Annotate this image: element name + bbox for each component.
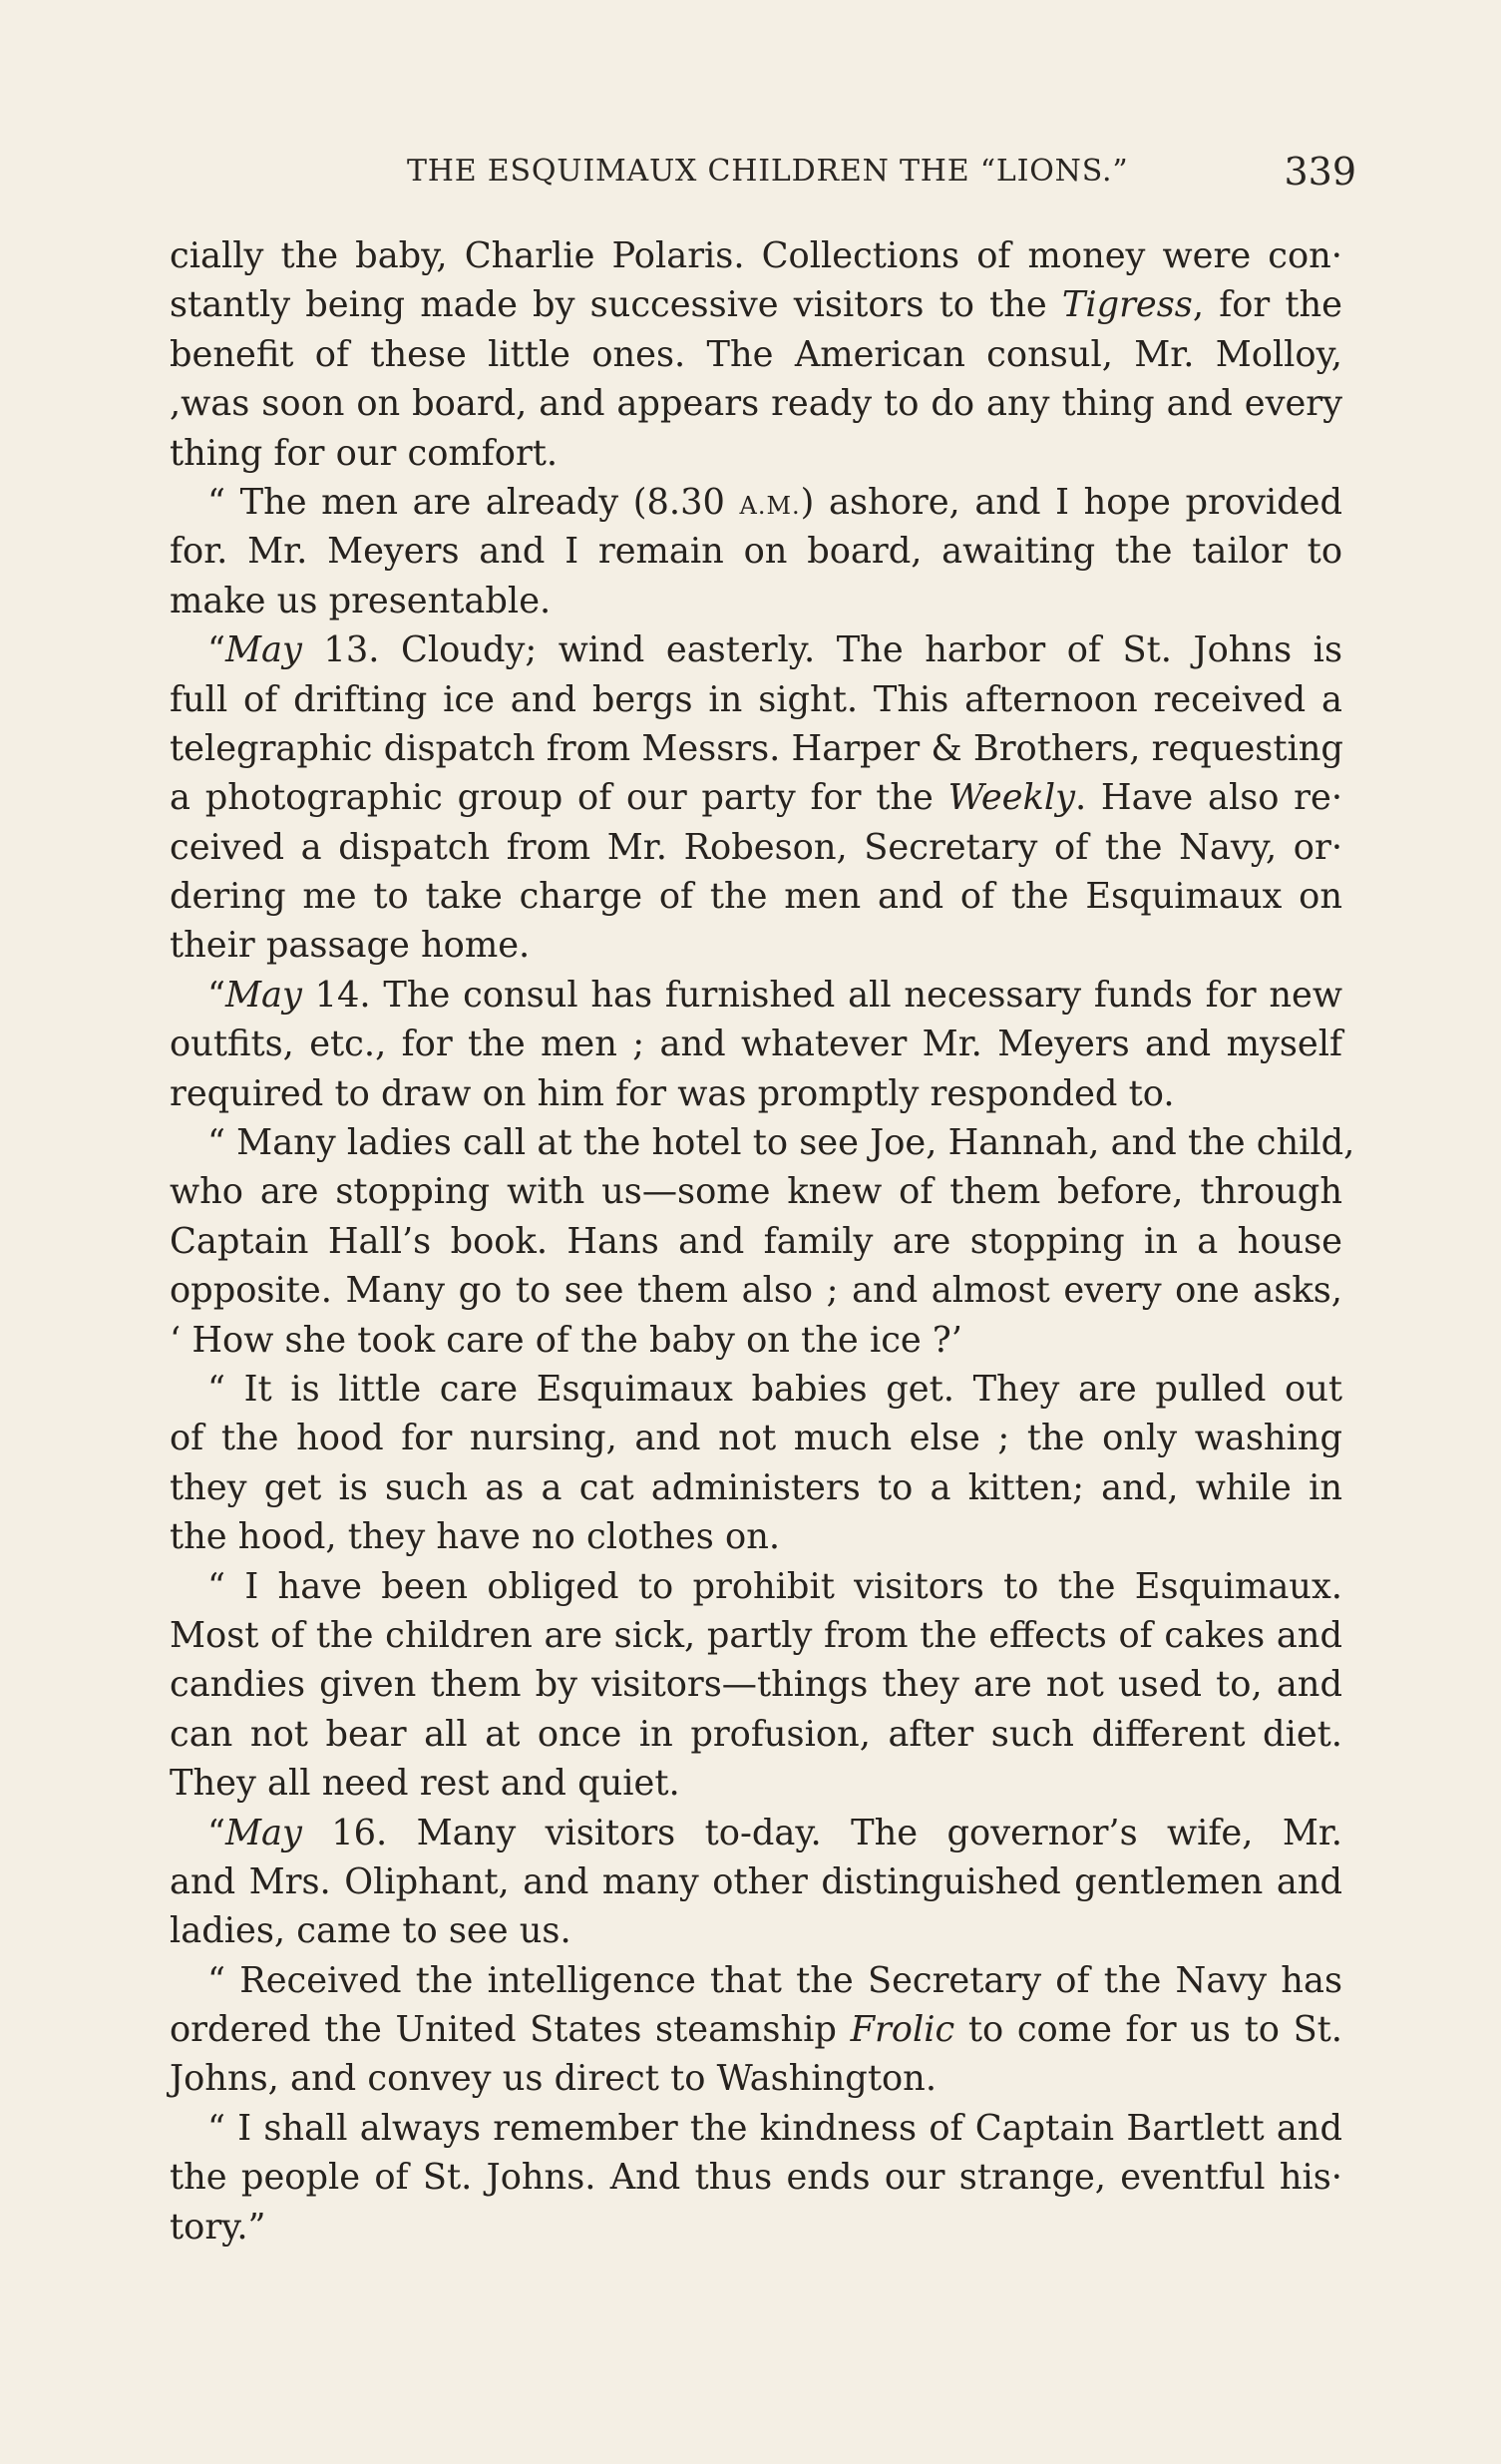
text-line: cially the baby, Charlie Polaris. Collections of money were con· [170, 235, 1342, 276]
text-line: for. Mr. Meyers and I remain on board, awaiting the tailor to [170, 531, 1342, 573]
ship-name: Tigress [1061, 284, 1193, 326]
text-line: outfits, etc., for the men ; and whatever Mr. Meyers and myself [170, 1024, 1342, 1065]
text-line: who are stopping with us—some knew of them before, through [170, 1171, 1342, 1213]
page-number: 339 [1284, 150, 1356, 194]
periodical-name: Weekly [947, 777, 1075, 819]
paragraph [170, 478, 1342, 625]
text-line: candies given them by visitors—things they are not used to, and [170, 1664, 1342, 1706]
text-line: “ I shall always remember the kindness of Captain Bartlett and [207, 2107, 1342, 2149]
text-line: Most of the children are sick, partly from the effects of cakes and [170, 1614, 1342, 1656]
text-line: “ Received the intelligence that the Secretary of the Navy has [207, 1959, 1342, 2001]
text-line: tory.” [170, 2206, 266, 2248]
text-line: their passage home. [170, 925, 531, 967]
text-line: they get is such as a cat administers to a kitten; and, while in [170, 1466, 1342, 1508]
running-head: THE ESQUIMAUX CHILDREN THE “LIONS.” [407, 154, 1129, 189]
text-line: a photographic group of our party for the Weekly. Have also re· [170, 777, 1343, 819]
text-line: “May 14. The consul has furnished all necessary funds for new [207, 974, 1342, 1016]
text-line: of the hood for nursing, and not much else ; the only washing [170, 1418, 1342, 1459]
text-line: benefit of these little ones. The American consul, Mr. Molloy, [170, 333, 1342, 375]
paragraph [170, 625, 1342, 971]
text-line: the people of St. Johns. And thus ends our strange, eventful his· [170, 2157, 1342, 2199]
paragraph [170, 971, 1342, 1118]
ship-name: Frolic [850, 2009, 955, 2051]
paragraph [170, 1809, 1342, 1956]
text-line: “ The men are already (8.30 A.M.) ashore, and I hope provided [207, 481, 1342, 523]
text-line: ladies, came to see us. [170, 1910, 571, 1952]
text-line: opposite. Many go to see them also ; and almost every one asks, [170, 1270, 1342, 1312]
text-line: telegraphic dispatch from Messrs. Harper & Brothers, requesting [170, 727, 1343, 769]
text-line: “ Many ladies call at the hotel to see Joe, Hannah, and the child, [207, 1122, 1355, 1164]
text-line: ceived a dispatch from Mr. Robeson, Secretary of the Navy, or· [170, 826, 1342, 868]
text-line: thing for our comfort. [170, 432, 559, 474]
text-line: Captain Hall’s book. Hans and family are stopping in a house [170, 1220, 1342, 1262]
paragraph [170, 1365, 1342, 1562]
text-line: and Mrs. Oliphant, and many other distinguished gentlemen and [170, 1860, 1342, 1902]
text-line: the hood, they have no clothes on. [170, 1516, 781, 1558]
text-line: stantly being made by successive visitors to the Tigress, for the [170, 284, 1343, 326]
paragraph [170, 1956, 1342, 2104]
paragraph [170, 2104, 1342, 2252]
text-line: full of drifting ice and bergs in sight. This afternoon received a [170, 678, 1342, 720]
paragraph [170, 1562, 1342, 1809]
body-text [170, 231, 1355, 2252]
page-header [369, 148, 1356, 207]
text-line: can not bear all at once in profusion, after such different diet. [170, 1713, 1342, 1755]
text-line: They all need rest and quiet. [170, 1763, 680, 1805]
text-line: “May 16. Many visitors to-day. The governor’s wife, Mr. [207, 1812, 1342, 1853]
text-line: “ It is little care Esquimaux babies get. They are pulled out [207, 1368, 1342, 1410]
text-line: ‘ How she took care of the baby on the ice ?’ [170, 1319, 962, 1361]
text-line: dering me to take charge of the men and of the Esquimaux on [170, 876, 1342, 918]
text-line: ,was soon on board, and appears ready to do any thing and every [170, 383, 1342, 425]
text-line: ordered the United States steamship Frolic to come for us to St. [170, 2009, 1342, 2051]
paragraph [170, 1118, 1355, 1365]
text-line: “May 13. Cloudy; wind easterly. The harbor of St. Johns is [207, 629, 1342, 671]
paragraph [170, 231, 1342, 478]
text-line: required to draw on him for was promptly responded to. [170, 1072, 1175, 1114]
text-line: “ I have been obliged to prohibit visitors to the Esquimaux. [207, 1565, 1342, 1607]
text-line: make us presentable. [170, 580, 552, 621]
text-line: Johns, and convey us direct to Washington. [170, 2058, 938, 2100]
